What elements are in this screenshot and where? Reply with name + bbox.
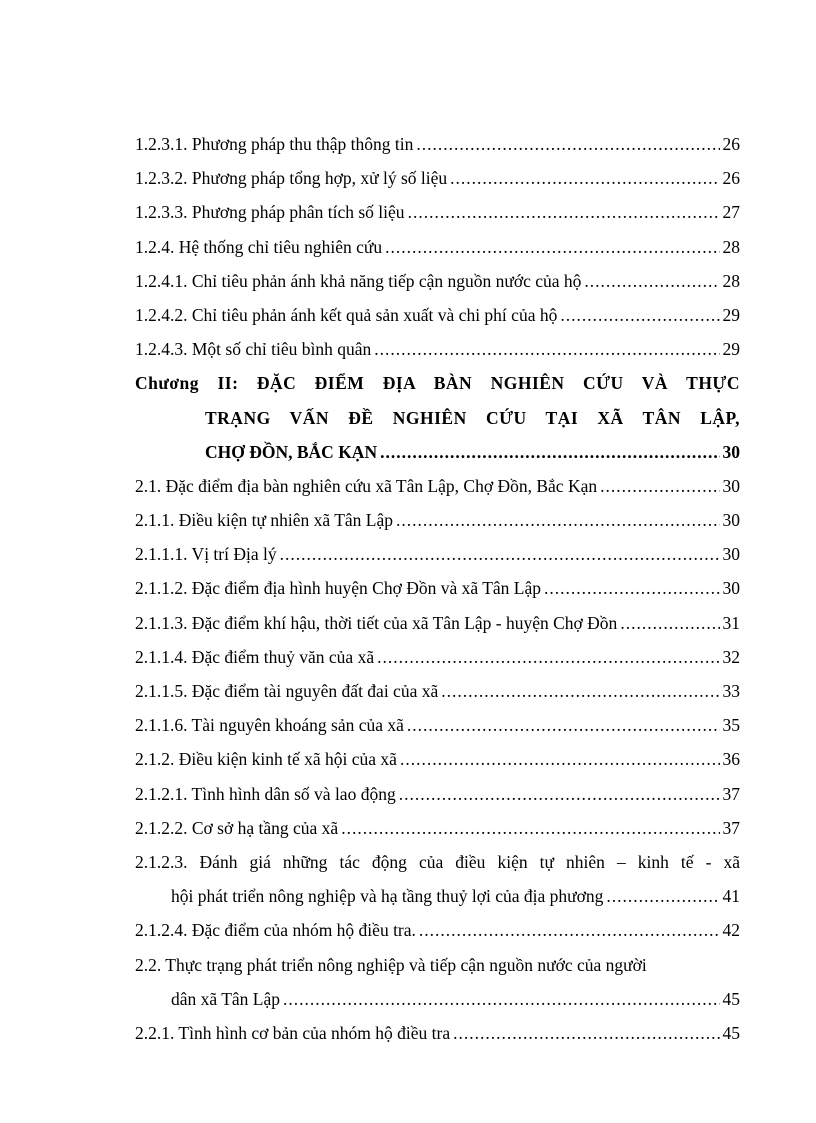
leader-dots [396, 507, 720, 533]
toc-entry-label-line-1: 2.2. Thực trạng phát triển nông nghiệp và tiếp cận nguồn nước của người [135, 954, 647, 975]
toc-page-number: 45 [722, 988, 740, 1009]
leader-dots [560, 302, 719, 328]
toc-page-number: 29 [722, 339, 740, 360]
leader-dots [584, 268, 719, 294]
toc-entry-label-line-2: hội phát triển nông nghiệp và hạ tầng thuỷ lợi của địa phương [171, 886, 604, 907]
toc-entry-label: 2.1.1.2. Đặc điểm địa hình huyện Chợ Đồn và xã Tân Lập [135, 578, 541, 599]
toc-entry-2-1-2-2[interactable] [135, 815, 740, 849]
toc-entry-1-2-3-2[interactable] [135, 165, 740, 199]
toc-entry-label: 2.1.2.2. Cơ sở hạ tầng của xã [135, 817, 339, 838]
toc-entry-2-1-1-6[interactable] [135, 712, 740, 746]
toc-entry-1-2-4[interactable] [135, 234, 740, 268]
leader-dots [280, 541, 720, 567]
toc-page-number: 30 [722, 578, 740, 599]
leader-dots [544, 575, 720, 601]
leader-dots [450, 165, 719, 191]
chapter-title-line-2: TRẠNG VẤN ĐỀ NGHIÊN CỨU TẠI XÃ TÂN LẬP, [205, 407, 740, 428]
leader-dots [374, 336, 719, 362]
toc-page-number: 37 [722, 783, 740, 804]
toc-chapter-2[interactable] [135, 370, 740, 473]
toc-entry-label: 1.2.3.2. Phương pháp tổng hợp, xử lý số liệu [135, 168, 448, 189]
leader-dots [385, 234, 719, 260]
chapter-title-line-3: CHỢ ĐỒN, BẮC KẠN [205, 441, 378, 462]
toc-page-number: 41 [722, 886, 740, 907]
toc-entry-2-1-1-4[interactable] [135, 644, 740, 678]
toc-page-number: 30 [722, 441, 740, 462]
toc-entry-label: 1.2.4. Hệ thống chỉ tiêu nghiên cứu [135, 236, 383, 257]
toc-entry-label: 2.1.1.4. Đặc điểm thuỷ văn của xã [135, 646, 375, 667]
toc-entry-2-1-1-2[interactable] [135, 575, 740, 609]
leader-dots [341, 815, 719, 841]
toc-entry-label: 2.1. Đặc điểm địa bàn nghiên cứu xã Tân Lập, Chợ Đồn, Bắc Kạn [135, 475, 598, 496]
toc-page-number: 35 [722, 715, 740, 736]
toc-entry-label: 1.2.4.1. Chỉ tiêu phản ánh khả năng tiếp cận nguồn nước của hộ [135, 270, 582, 291]
toc-entry-label: 2.1.1.3. Đặc điểm khí hậu, thời tiết của xã Tân Lập - huyện Chợ Đồn [135, 612, 618, 633]
toc-page-number: 29 [722, 304, 740, 325]
toc-page-number: 36 [722, 749, 740, 770]
toc-entry-label: 2.1.2. Điều kiện kinh tế xã hội của xã [135, 749, 397, 770]
toc-page-number: 26 [722, 168, 740, 189]
leader-dots [377, 644, 719, 670]
toc-entry-label: 2.1.2.4. Đặc điểm của nhóm hộ điều tra. [135, 920, 416, 941]
toc-page-number: 27 [722, 202, 740, 223]
leader-dots [407, 712, 720, 738]
toc-entry-label: 2.1.1.1. Vị trí Địa lý [135, 544, 277, 565]
toc-entry-1-2-4-1[interactable] [135, 268, 740, 302]
toc-entry-label: 1.2.4.3. Một số chỉ tiêu bình quân [135, 339, 372, 360]
toc-entry-2-2[interactable] [135, 952, 740, 1020]
leader-dots [283, 986, 719, 1012]
toc-entry-2-1-2-1[interactable] [135, 781, 740, 815]
toc-page-number: 28 [722, 270, 740, 291]
leader-dots [416, 131, 719, 157]
toc-page-number: 30 [722, 475, 740, 496]
toc-page-number: 30 [722, 510, 740, 531]
toc-page-number: 45 [722, 1022, 740, 1043]
toc-entry-2-1-1-3[interactable] [135, 610, 740, 644]
leader-dots [600, 473, 719, 499]
toc-page-number: 33 [722, 681, 740, 701]
toc-entry-2-1-2-3[interactable] [135, 849, 740, 917]
table-of-contents [135, 131, 740, 1054]
toc-page-number: 31 [722, 612, 740, 633]
leader-dots [400, 746, 720, 772]
chapter-title-line-1: Chương II: ĐẶC ĐIỂM ĐỊA BÀN NGHIÊN CỨU VÀ THỰC [135, 373, 740, 394]
toc-entry-1-2-4-2[interactable] [135, 302, 740, 336]
toc-entry-2-1-1[interactable] [135, 507, 740, 541]
toc-entry-label: 2.1.1. Điều kiện tự nhiên xã Tân Lập [135, 510, 393, 531]
leader-dots [453, 1020, 719, 1046]
toc-page-number: 28 [722, 236, 740, 257]
toc-page-number: 30 [722, 544, 740, 565]
leader-dots [408, 199, 720, 225]
leader-dots [620, 610, 719, 636]
toc-entry-label: 2.1.1.5. Đặc điểm tài nguyên đất đai của xã [135, 681, 439, 701]
toc-entry-1-2-3-3[interactable] [135, 199, 740, 233]
toc-page-number: 42 [722, 920, 740, 941]
toc-entry-2-1-2-4[interactable] [135, 917, 740, 951]
leader-dots [399, 781, 720, 807]
toc-entry-label: 1.2.4.2. Chỉ tiêu phản ánh kết quả sản xuất và chi phí của hộ [135, 304, 558, 325]
toc-entry-2-1-2[interactable] [135, 746, 740, 780]
toc-page-number: 37 [722, 817, 740, 838]
toc-entry-label: 2.2.1. Tình hình cơ bản của nhóm hộ điều tra [135, 1022, 451, 1043]
toc-entry-2-1-1-5[interactable] [135, 678, 740, 712]
toc-entry-2-1[interactable] [135, 473, 740, 507]
toc-entry-label: 1.2.3.1. Phương pháp thu thập thông tin [135, 134, 414, 154]
toc-entry-label: 1.2.3.3. Phương pháp phân tích số liệu [135, 202, 405, 223]
toc-entry-1-2-3-1[interactable] [135, 131, 740, 165]
toc-entry-label-line-1: 2.1.2.3. Đánh giá những tác động của điều kiện tự nhiên – kinh tế - xã [135, 851, 740, 872]
toc-entry-2-1-1-1[interactable] [135, 541, 740, 575]
toc-page-number: 32 [722, 646, 740, 667]
toc-entry-label: 2.1.1.6. Tài nguyên khoáng sản của xã [135, 715, 404, 736]
leader-dots [380, 439, 719, 465]
leader-dots [419, 917, 720, 943]
toc-entry-label: 2.1.2.1. Tình hình dân số và lao động [135, 783, 396, 804]
leader-dots [606, 883, 719, 909]
toc-page-number: 26 [722, 134, 740, 154]
leader-dots [441, 678, 719, 704]
toc-entry-2-2-1[interactable] [135, 1020, 740, 1054]
toc-entry-1-2-4-3[interactable] [135, 336, 740, 370]
toc-entry-label-line-2: dân xã Tân Lập [171, 988, 281, 1009]
